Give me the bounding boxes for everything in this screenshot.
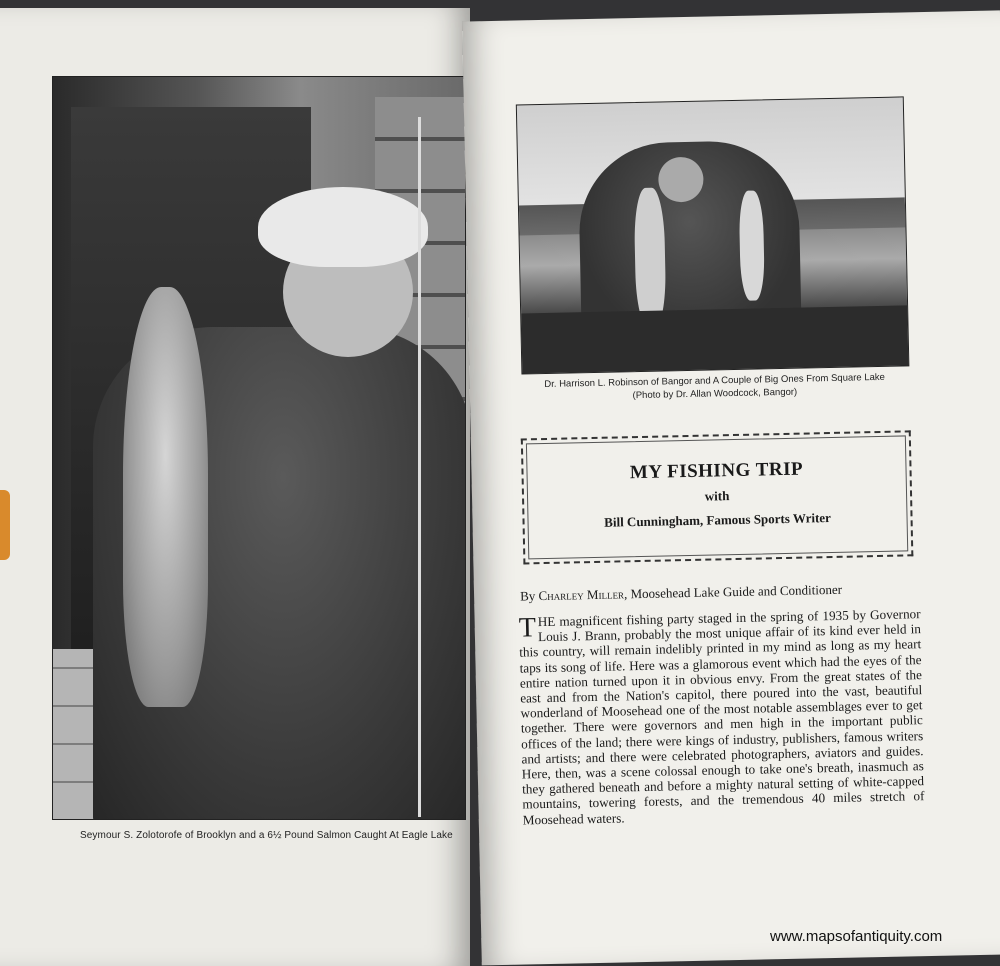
salmon-photo (52, 76, 466, 820)
caption-line-1: Dr. Harrison L. Robinson of Bangor and A Couple of Big Ones From Square Lake (544, 371, 886, 390)
photo-caption-right (522, 370, 908, 404)
article-body (518, 606, 924, 827)
byline-by: By (519, 588, 536, 604)
left-page (0, 8, 470, 966)
title-with: with (704, 488, 730, 504)
caption-line-2: (Photo by Dr. Allan Woodcock, Bangor) (632, 386, 798, 402)
byline-author: Charley Miller (538, 586, 625, 604)
drop-cap: T (518, 612, 537, 644)
orange-object (0, 490, 10, 560)
article-paragraph: HE magnificent fishing party staged in the spring of 1935 by Governor Louis J. Brann, probably the most unique affair of its kind ever held in this country, will remain indelibly printed in my mind as long as my heart taps its song of life. Here was a glamorous event which had the eyes of the entire nation turned upon it in obvious envy. From the great states of the east and from the Nation's capitol, there poured into the vast, beautiful wonderland of Moosehead one of the most notable assemblages ever to get together. There were governors and men high in the important public offices of the land; there were kings of industry, publishers, famous writers and artists; and there were celebrated photographers, aviators and guides. Here, then, was a scene colossal enough to take one's breath, inasmuch as they gathered beneath and before a mighty natural setting of white-capped mountains, towering forests, and the tremendous 40 miles stretch of Moosehead waters. (519, 606, 925, 828)
square-lake-photo (516, 96, 910, 374)
photo-caption-left: Seymour S. Zolotorofe of Brooklyn and a 6½ Pound Salmon Caught At Eagle Lake (80, 830, 453, 841)
watermark: www.mapsofantiquity.com (770, 928, 943, 945)
article-subtitle: Bill Cunningham, Famous Sports Writer (604, 510, 832, 530)
byline (520, 580, 920, 604)
byline-role: , Moosehead Lake Guide and Conditioner (623, 581, 843, 602)
article-title-box (521, 430, 914, 564)
article-title: MY FISHING TRIP (629, 458, 804, 484)
right-page (462, 10, 1000, 965)
